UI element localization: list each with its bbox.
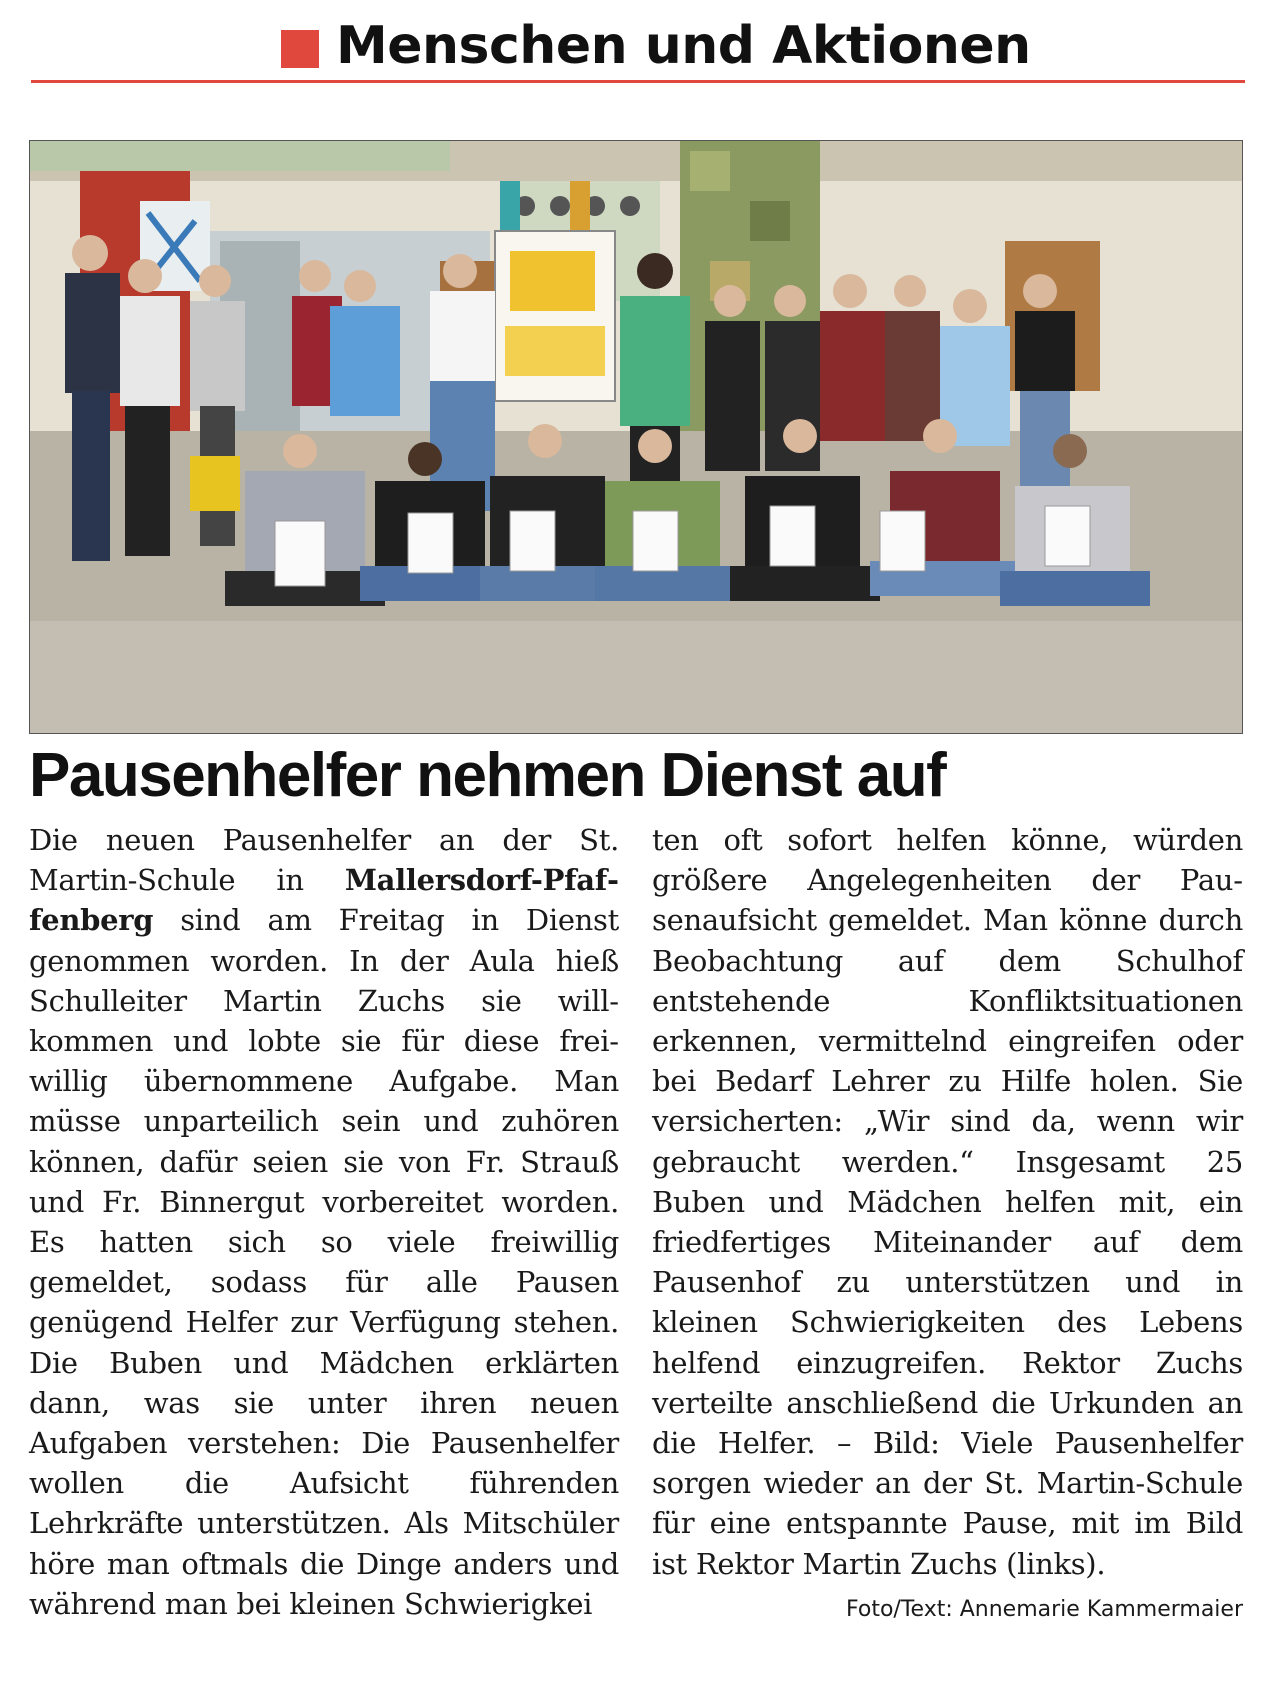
article-column-left bbox=[29, 820, 619, 1624]
article-body-right: ten oft sofort helfen könne, würden größere Angelegenheiten der Pausenaufsicht gemeldet. Man könne durch Beobachtung auf dem Schulhof entstehende Konfliktsituationen erkennen, vermittelnd eingreifen oder bei Bedarf Lehrer zu Hilfe holen. Sie versicherten: „Wir sind da, wenn wir gebraucht werden.“ Insgesamt 25 Buben und Mädchen helfen mit, ein friedfertiges Miteinander auf dem Pausenhof zu unterstützen und in kleinen Schwierigkeiten des Lebens helfend einzugreifen. Rektor Zuchs verteilte anschließend die Urkunden an die Helfer. – Bild: Viele Pausenhelfer sorgen wieder an der St. Martin-Schule für eine entspannte Pause, mit im Bild ist Rektor Martin Zuchs (links). bbox=[652, 823, 1243, 1581]
article-intro-text: Die neuen Pausenhelfer an der St. Martin-Schule in bbox=[29, 823, 619, 898]
article-paragraph-left bbox=[29, 820, 619, 1624]
section-header bbox=[31, 12, 1245, 80]
group-photo bbox=[29, 140, 1243, 734]
section-marker-square bbox=[281, 30, 319, 68]
photo-credit: Foto/Text: Annemarie Kammermaier bbox=[846, 1596, 1243, 1622]
article-column-right bbox=[652, 820, 1243, 1630]
section-divider bbox=[31, 80, 1245, 83]
article-paragraph-right bbox=[652, 820, 1243, 1622]
article-headline: Pausenhelfer nehmen Dienst auf bbox=[29, 741, 946, 810]
section-title: Menschen und Aktionen bbox=[336, 16, 1031, 76]
article-body-left: sind am Freitag in Dienst genommen worden. In der Aula hieß Schulleiter Martin Zuchs sie willkommen und lobte sie für diese freiwillig übernommene Aufgabe. Man müsse unparteilich sein und zuhören können, dafür seien sie von Fr. Strauß und Fr. Binnergut vorbereitet worden. Es hatten sich so viele freiwillig gemeldet, sodass für alle Pausen genügend Helfer zur Verfügung stehen. Die Buben und Mädchen erklärten dann, was sie unter ihren neuen Aufgaben verstehen: Die Pausenhelfer wollen die Aufsicht führenden Lehrkräfte unterstützen. Als Mitschüler höre man oftmals die Dinge anders und während man bei kleinen Schwierigkei bbox=[29, 903, 619, 1621]
article-location: Mallersdorf-Pfaffenberg bbox=[29, 863, 619, 938]
group-photo-illustration bbox=[30, 141, 1242, 733]
